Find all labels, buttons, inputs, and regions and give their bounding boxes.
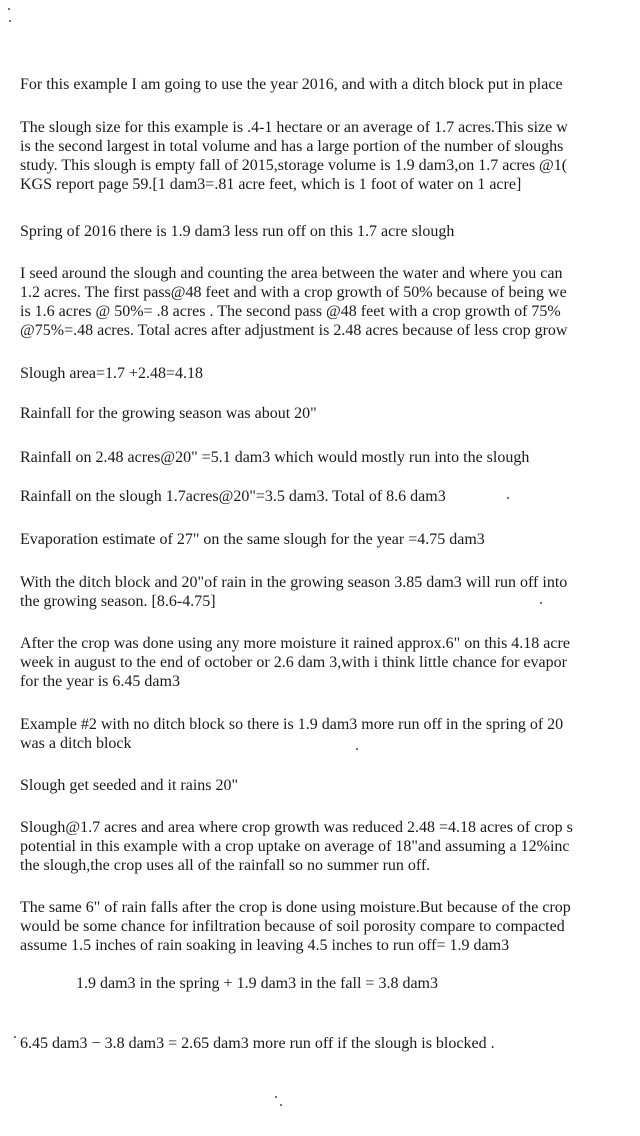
scan-speck xyxy=(8,8,10,10)
paragraph-slough-size xyxy=(20,118,640,194)
text-line: Example #2 with no ditch block so there is 1.9 dam3 more run off in the spring of 20 xyxy=(20,716,564,733)
paragraph-seeded-rains xyxy=(20,776,640,795)
text-line: 1.2 acres. The first pass@48 feet and with a crop growth of 50% because of being we xyxy=(20,284,567,301)
text-line: After the crop was done using any more moisture it rained approx.6" on this 4.18 acre xyxy=(20,635,570,652)
paragraph-evaporation xyxy=(20,530,640,549)
paragraph-rainfall-slough xyxy=(20,487,640,506)
text-line: Rainfall on 2.48 acres@20" =5.1 dam3 which would mostly run into the slough xyxy=(20,449,530,466)
paragraph-crop-uptake xyxy=(20,818,640,875)
text-line: Spring of 2016 there is 1.9 dam3 less run off on this 1.7 acre slough xyxy=(20,223,455,240)
text-line: Evaporation estimate of 27" on the same slough for the year =4.75 dam3 xyxy=(20,531,485,548)
text-line: Slough@1.7 acres and area where crop growth was reduced 2.48 =4.18 acres of crop s xyxy=(20,819,573,836)
text-line: Slough area=1.7 +2.48=4.18 xyxy=(20,365,204,382)
scan-speck xyxy=(507,497,509,499)
equation-difference xyxy=(20,1034,640,1053)
paragraph-intro xyxy=(20,75,640,94)
scan-speck xyxy=(280,1104,282,1106)
scan-speck xyxy=(275,1096,277,1098)
paragraph-after-crop xyxy=(20,634,640,691)
text-line: For this example I am going to use the year 2016, and with a ditch block put in place xyxy=(20,76,563,93)
paragraph-slough-area xyxy=(20,364,640,383)
scan-speck xyxy=(9,20,11,22)
text-line: With the ditch block and 20"of rain in the growing season 3.85 dam3 will run off into xyxy=(20,574,568,591)
text-line: is the second largest in total volume and has a large portion of the number of sloughs xyxy=(20,138,564,155)
scan-speck xyxy=(14,1036,16,1038)
text-line: is 1.6 acres @ 50%= .8 acres . The second pass @48 feet with a crop growth of 75% xyxy=(20,303,561,320)
paragraph-rainfall-season xyxy=(20,404,640,423)
text-line: Rainfall for the growing season was about 20" xyxy=(20,405,317,422)
text-line: week in august to the end of october or 2.6 dam 3,with i think little chance for evapor xyxy=(20,654,567,671)
text-line: study. This slough is empty fall of 2015,storage volume is 1.9 dam3,on 1.7 acres @1( xyxy=(20,157,568,174)
text-line: the slough,the crop uses all of the rainfall so no summer run off. xyxy=(20,857,431,874)
text-line: I seed around the slough and counting the area between the water and where you can xyxy=(20,265,563,282)
text-line: The same 6" of rain falls after the crop is done using moisture.But because of the crop xyxy=(20,899,571,916)
text-line: @75%=.48 acres. Total acres after adjustment is 2.48 acres because of less crop grow xyxy=(20,322,568,339)
paragraph-ditch-block-runoff xyxy=(20,573,640,611)
equation-total-runoff xyxy=(76,974,640,993)
paragraph-seeding xyxy=(20,264,640,340)
scan-speck xyxy=(540,602,542,604)
text-line: would be some chance for infiltration because of soil porosity compare to compacted xyxy=(20,918,565,935)
scan-speck xyxy=(356,748,358,750)
text-line: for the year is 6.45 dam3 xyxy=(20,673,180,690)
text-line: Rainfall on the slough 1.7acres@20"=3.5 dam3. Total of 8.6 dam3 xyxy=(20,488,446,505)
text-line: the growing season. [8.6-4.75] xyxy=(20,593,216,610)
text-line: assume 1.5 inches of rain soaking in leaving 4.5 inches to run off= 1.9 dam3 xyxy=(20,937,510,954)
text-line: The slough size for this example is .4-1 hectare or an average of 1.7 acres.This size w xyxy=(20,119,568,136)
text-line: KGS report page 59.[1 dam3=.81 acre feet, which is 1 foot of water on 1 acre] xyxy=(20,176,522,193)
paragraph-example-2 xyxy=(20,715,640,753)
paragraph-rainfall-acres xyxy=(20,448,640,467)
text-line: Slough get seeded and it rains 20" xyxy=(20,777,239,794)
paragraph-spring-2016 xyxy=(20,222,640,241)
text-line: 1.9 dam3 in the spring + 1.9 dam3 in the fall = 3.8 dam3 xyxy=(76,975,438,992)
text-line: was a ditch block xyxy=(20,735,132,752)
text-line: potential in this example with a crop uptake on average of 18"and assuming a 12%inc xyxy=(20,838,570,855)
text-line: 6.45 dam3 − 3.8 dam3 = 2.65 dam3 more run off if the slough is blocked . xyxy=(20,1035,495,1052)
paragraph-infiltration xyxy=(20,898,640,955)
